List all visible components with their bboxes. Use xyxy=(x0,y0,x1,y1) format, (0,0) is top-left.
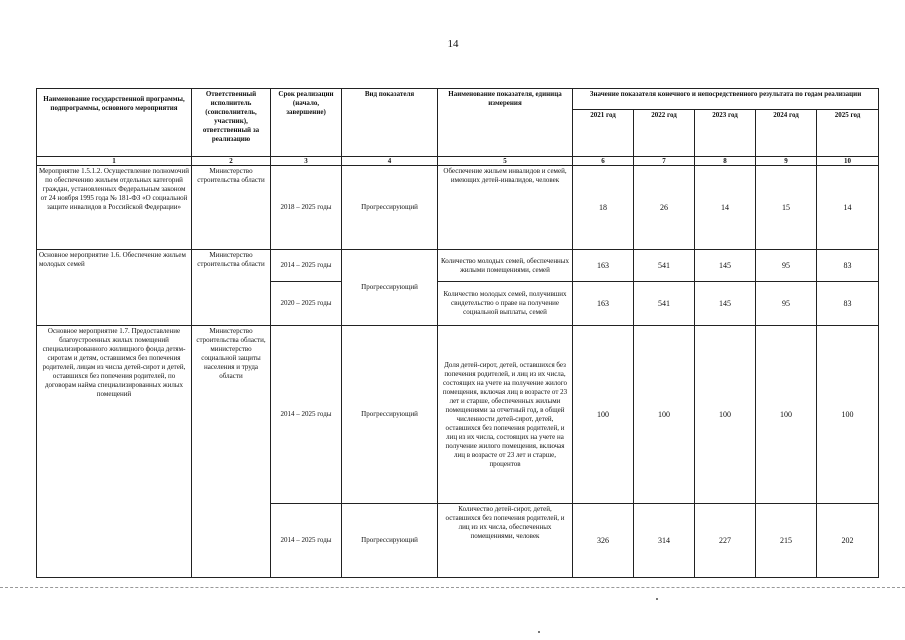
row-value: 18 xyxy=(573,166,634,250)
row-executor: Министерство строительства области xyxy=(192,250,271,326)
header-values-group: Значение показателя конечного и непосредственного результата по годам реализации xyxy=(573,89,879,110)
scan-artifact-dot xyxy=(656,598,658,600)
row-indicator: Количество детей-сирот, детей, оставшихся без попечения родителей, и лиц из их числа, обеспеченных помещениями, человек xyxy=(438,504,573,578)
row-value: 541 xyxy=(634,250,695,282)
column-number: 2 xyxy=(192,157,271,166)
row-indicator: Обеспечение жильем инвалидов и семей, имеющих детей-инвалидов, человек xyxy=(438,166,573,250)
row-period: 2014 – 2025 годы xyxy=(271,250,342,282)
row-value: 83 xyxy=(817,282,879,326)
header-year: 2023 год xyxy=(695,110,756,157)
row-value: 100 xyxy=(695,326,756,504)
column-number: 1 xyxy=(37,157,192,166)
row-indicator: Количество молодых семей, получивших свидетельство о праве на получение социальной выплаты, семей xyxy=(438,282,573,326)
header-row xyxy=(37,89,879,110)
header-name: Наименование государственной программы, подпрограммы, основного мероприятия xyxy=(37,89,192,157)
row-value: 100 xyxy=(634,326,695,504)
row-type: Прогрессирующий xyxy=(342,166,438,250)
row-value: 14 xyxy=(695,166,756,250)
row-period: 2020 – 2025 годы xyxy=(271,282,342,326)
row-value: 145 xyxy=(695,282,756,326)
row-value: 14 xyxy=(817,166,879,250)
row-value: 100 xyxy=(817,326,879,504)
header-year: 2022 год xyxy=(634,110,695,157)
row-name: Основное мероприятие 1.7. Предоставление благоустроенных жилых помещений специализированного жилищного фонда детям-сиротам и детям, оставшимся без попечения родителей, лицам из числа детей-сирот и детей, оставшихся без попечения родителей, по договорам найма специализированных жилых помещений xyxy=(37,326,192,578)
row-value: 100 xyxy=(756,326,817,504)
scan-artifact-dot xyxy=(538,631,540,633)
row-value: 145 xyxy=(695,250,756,282)
header-period: Срок реализации (начало, завершение) xyxy=(271,89,342,157)
row-value: 541 xyxy=(634,282,695,326)
row-executor: Министерство строительства области xyxy=(192,166,271,250)
header-indicator-name: Наименование показателя, единица измерения xyxy=(438,89,573,157)
row-executor: Министерство строительства области, министерство социальной защиты населения и труда области xyxy=(192,326,271,578)
row-type: Прогрессирующий xyxy=(342,250,438,326)
row-period: 2018 – 2025 годы xyxy=(271,166,342,250)
row-value: 163 xyxy=(573,250,634,282)
header-executor: Ответственный исполнитель (соисполнитель, участник), ответственный за реализацию xyxy=(192,89,271,157)
column-number: 5 xyxy=(438,157,573,166)
page-number: 14 xyxy=(447,38,459,50)
row-value: 95 xyxy=(756,282,817,326)
header-year: 2021 год xyxy=(573,110,634,157)
row-period: 2014 – 2025 годы xyxy=(271,504,342,578)
row-value: 95 xyxy=(756,250,817,282)
row-value: 314 xyxy=(634,504,695,578)
column-number: 6 xyxy=(573,157,634,166)
table-row xyxy=(37,250,879,282)
column-number: 3 xyxy=(271,157,342,166)
column-numbers-row xyxy=(37,157,879,166)
column-number: 4 xyxy=(342,157,438,166)
row-period: 2014 – 2025 годы xyxy=(271,326,342,504)
header-year: 2024 год xyxy=(756,110,817,157)
row-value: 202 xyxy=(817,504,879,578)
row-name: Мероприятие 1.5.1.2. Осуществление полномочий по обеспечению жильем отдельных категорий граждан, установленных Федеральным законом от 24 ноября 1995 года № 181-ФЗ «О социальной защите инвалидов в Российской Федерации» xyxy=(37,166,192,250)
row-value: 83 xyxy=(817,250,879,282)
row-value: 326 xyxy=(573,504,634,578)
row-indicator: Доля детей-сирот, детей, оставшихся без попечения родителей, и лиц из их числа, состоящих на учете на получение жилого помещения, включая лиц в возрасте от 23 лет и старше, обеспеченных жилыми помещениями за отчетный год, в общей численности детей-сирот, детей, оставшихся без попечения родителей, и лиц из их числа, состоящих на учете на получение жилого помещения, включая лиц в возрасте от 23 лет и старше, процентов xyxy=(438,326,573,504)
header-indicator-type: Вид показателя xyxy=(342,89,438,157)
row-type: Прогрессирующий xyxy=(342,326,438,504)
header-year: 2025 год xyxy=(817,110,879,157)
row-value: 26 xyxy=(634,166,695,250)
row-value: 227 xyxy=(695,504,756,578)
column-number: 9 xyxy=(756,157,817,166)
row-value: 215 xyxy=(756,504,817,578)
row-indicator: Количество молодых семей, обеспеченных жилыми помещениями, семей xyxy=(438,250,573,282)
row-value: 163 xyxy=(573,282,634,326)
column-number: 7 xyxy=(634,157,695,166)
indicators-table xyxy=(36,88,879,578)
table-row xyxy=(37,166,879,250)
row-name: Основное мероприятие 1.6. Обеспечение жильем молодых семей xyxy=(37,250,192,326)
row-type: Прогрессирующий xyxy=(342,504,438,578)
row-value: 100 xyxy=(573,326,634,504)
column-number: 10 xyxy=(817,157,879,166)
scan-artifact-line xyxy=(0,587,905,588)
row-value: 15 xyxy=(756,166,817,250)
table-row xyxy=(37,326,879,504)
column-number: 8 xyxy=(695,157,756,166)
